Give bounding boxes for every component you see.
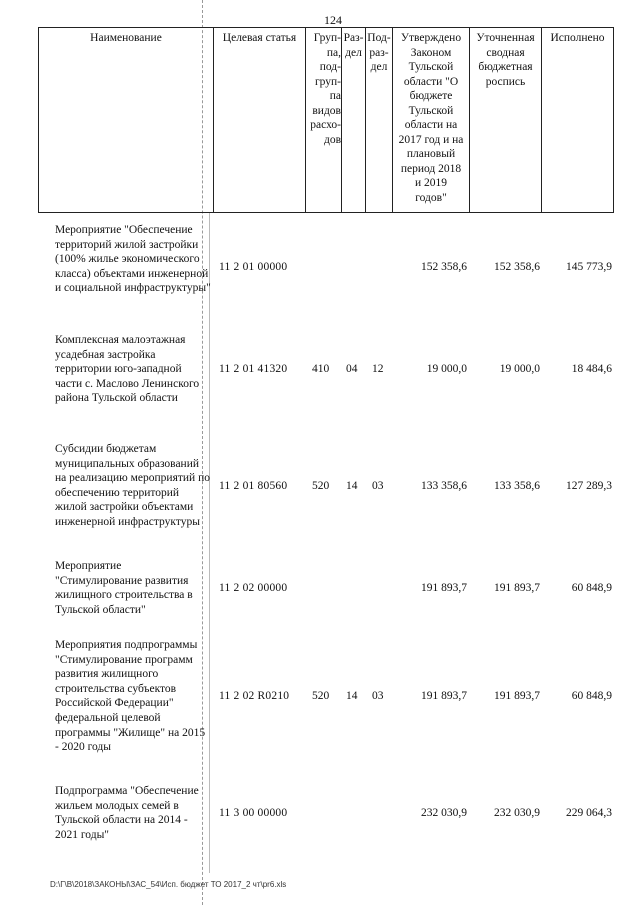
row-subsection: 12 xyxy=(372,363,384,375)
row-target-code: 11 2 01 41320 xyxy=(219,363,288,375)
row-approved: 191 893,7 xyxy=(421,690,467,702)
row-refined: 152 358,6 xyxy=(494,261,540,273)
row-name: Подпрограмма "Обеспечение жильем молодых семей в Тульской области на 2014 - 2021 годы" xyxy=(55,785,199,841)
row-target-code: 11 2 01 00000 xyxy=(219,261,288,273)
header-refined: Уточненная сводная бюджетная роспись xyxy=(476,32,535,88)
row-approved: 133 358,6 xyxy=(421,480,467,492)
name-column-divider xyxy=(209,213,210,873)
row-executed: 145 773,9 xyxy=(566,261,612,273)
row-subsection: 03 xyxy=(372,690,384,702)
header-top-border xyxy=(38,27,613,28)
row-section: 14 xyxy=(346,690,358,702)
row-approved: 19 000,0 xyxy=(426,363,467,375)
row-approved: 191 893,7 xyxy=(421,582,467,594)
row-group: 520 xyxy=(312,480,330,492)
header-col-line xyxy=(541,27,542,213)
row-group: 520 xyxy=(312,690,330,702)
row-executed: 127 289,3 xyxy=(566,480,612,492)
header-approved: Утверждено Законом Тульской области "О бюджете Тульской области на 2017 год и на плановый период 2018 и 2019 годов" xyxy=(398,32,464,204)
row-target-code: 11 3 00 00000 xyxy=(219,807,288,819)
header-section: Раз- дел xyxy=(343,32,364,59)
row-name: Мероприятие "Стимулирование развития жилищного строительства в Тульской области" xyxy=(55,560,193,616)
row-executed: 18 484,6 xyxy=(571,363,612,375)
row-name: Мероприятия подпрограммы "Стимулирование программ развития жилищного строительства субъектов Российской Федерации" федеральной целевой программы "Жилище" на 2015 - 2020 годы xyxy=(55,639,206,754)
row-refined: 191 893,7 xyxy=(494,690,540,702)
row-executed: 60 848,9 xyxy=(571,582,612,594)
row-name: Мероприятие "Обеспечение территорий жилой застройки (100% жилье экономического класса) объектами инженерной и социальной инфраструктуры" xyxy=(55,224,211,295)
header-target: Целевая статья xyxy=(222,32,297,44)
row-target-code: 11 2 02 R0210 xyxy=(219,690,290,702)
header-bottom-border xyxy=(38,212,613,213)
row-refined: 232 030,9 xyxy=(494,807,540,819)
row-name: Комплексная малоэтажная усадебная застройка территории юго-западной части с. Маслово Ленинского района Тульской области xyxy=(55,334,200,405)
row-approved: 152 358,6 xyxy=(421,261,467,273)
header-col-line xyxy=(38,27,39,213)
row-section: 04 xyxy=(346,363,358,375)
row-approved: 232 030,9 xyxy=(421,807,467,819)
row-executed: 229 064,3 xyxy=(566,807,612,819)
row-refined: 191 893,7 xyxy=(494,582,540,594)
row-executed: 60 848,9 xyxy=(571,690,612,702)
row-section: 14 xyxy=(346,480,358,492)
header-executed: Исполнено xyxy=(550,32,605,44)
row-refined: 19 000,0 xyxy=(499,363,540,375)
header-name: Наименование xyxy=(90,32,162,44)
header-col-line xyxy=(213,27,214,213)
row-target-code: 11 2 02 00000 xyxy=(219,582,288,594)
row-subsection: 03 xyxy=(372,480,384,492)
header-col-line xyxy=(613,27,614,213)
row-target-code: 11 2 01 80560 xyxy=(219,480,288,492)
file-path-footer: D:\Г\В\2018\ЗАКОНЫ\ЗАС_54\Исп. бюджет ТО 2017_2 чт\pr6.xls xyxy=(50,880,287,889)
row-group: 410 xyxy=(312,363,330,375)
row-refined: 133 358,6 xyxy=(494,480,540,492)
header-group: Груп- па, под- груп- па видов расхо- дов xyxy=(310,32,341,146)
page-number: 124 xyxy=(324,13,342,27)
row-name: Субсидии бюджетам муниципальных образований на реализацию мероприятий по обеспечению территорий жилой застройки объектами инженерной инфраструктуры xyxy=(55,443,210,528)
header-subsection: Под- раз- дел xyxy=(367,32,391,73)
